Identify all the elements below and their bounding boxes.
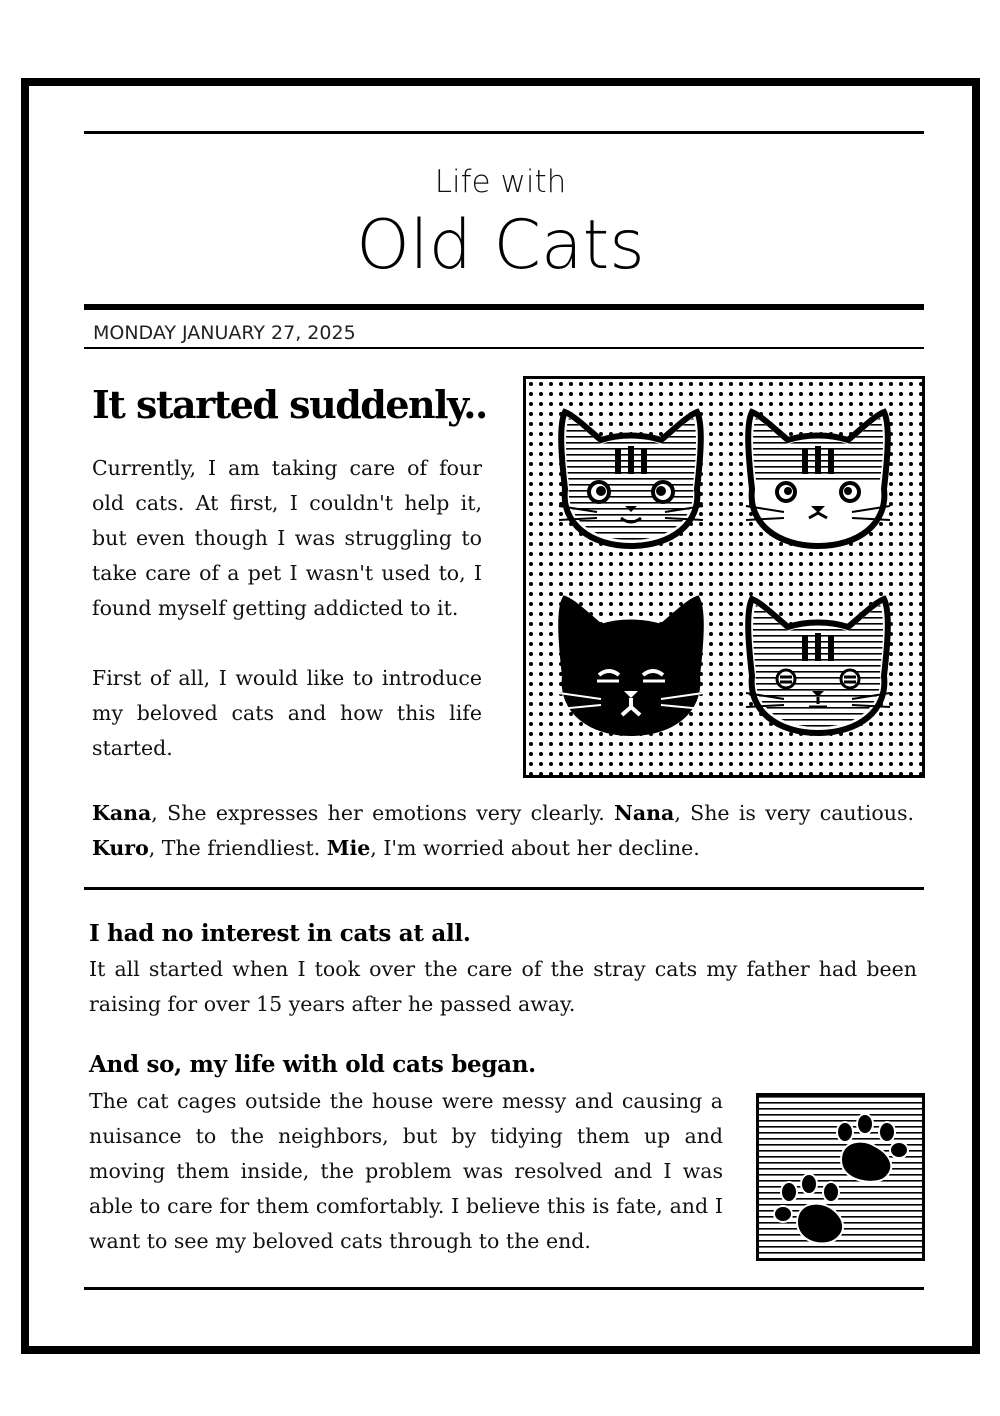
cat-name-kuro: Kuro — [92, 836, 149, 860]
paw-prints-icon — [756, 1093, 925, 1261]
masthead-title: Old Cats — [356, 206, 645, 285]
cat-desc-kana: , She expresses her emotions very clearly. — [151, 801, 615, 825]
cat-name-mie: Mie — [326, 836, 371, 860]
cat-introductions — [92, 796, 914, 866]
section3-paragraph: The cat cages outside the house were messy and causing a nuisance to the neighbors, but by tidying them up and moving them inside, the problem was resolved and I was able to care for them comfortably. I believe this is fate, and I want to see my beloved cats through to the end. — [89, 1089, 723, 1253]
section1-paragraph2: First of all, I would like to introduce my beloved cats and how this life started. — [92, 666, 482, 760]
section-rule — [84, 887, 924, 890]
page-frame — [21, 78, 980, 1354]
cat-desc-kuro: , The friendliest. — [148, 836, 327, 860]
four-cat-faces-icon — [523, 376, 925, 778]
cat-desc-nana: , She is very cautious. — [674, 801, 914, 825]
cat-name-kana: Kana — [92, 801, 152, 825]
section2-paragraph: It all started when I took over the care of the stray cats my father had been raising for over 15 years after he passed away. — [89, 957, 917, 1016]
cat-name-nana: Nana — [614, 801, 675, 825]
masthead-rule — [84, 304, 924, 310]
date-rule — [84, 347, 924, 349]
section1-heading: It started suddenly.. — [92, 382, 487, 427]
bottom-rule — [84, 1287, 924, 1290]
issue-date: MONDAY JANUARY 27, 2025 — [93, 322, 356, 344]
top-rule — [84, 131, 924, 134]
cat-desc-mie: , I'm worried about her decline. — [370, 836, 700, 860]
section3-heading: And so, my life with old cats began. — [89, 1051, 536, 1078]
section1-paragraph1: Currently, I am taking care of four old cats. At first, I couldn't help it, but even though I was struggling to take care of a pet I wasn't used to, I found myself getting addicted to it. — [92, 456, 482, 620]
masthead-kicker: Life with — [434, 164, 567, 200]
section2-heading: I had no interest in cats at all. — [89, 920, 471, 947]
